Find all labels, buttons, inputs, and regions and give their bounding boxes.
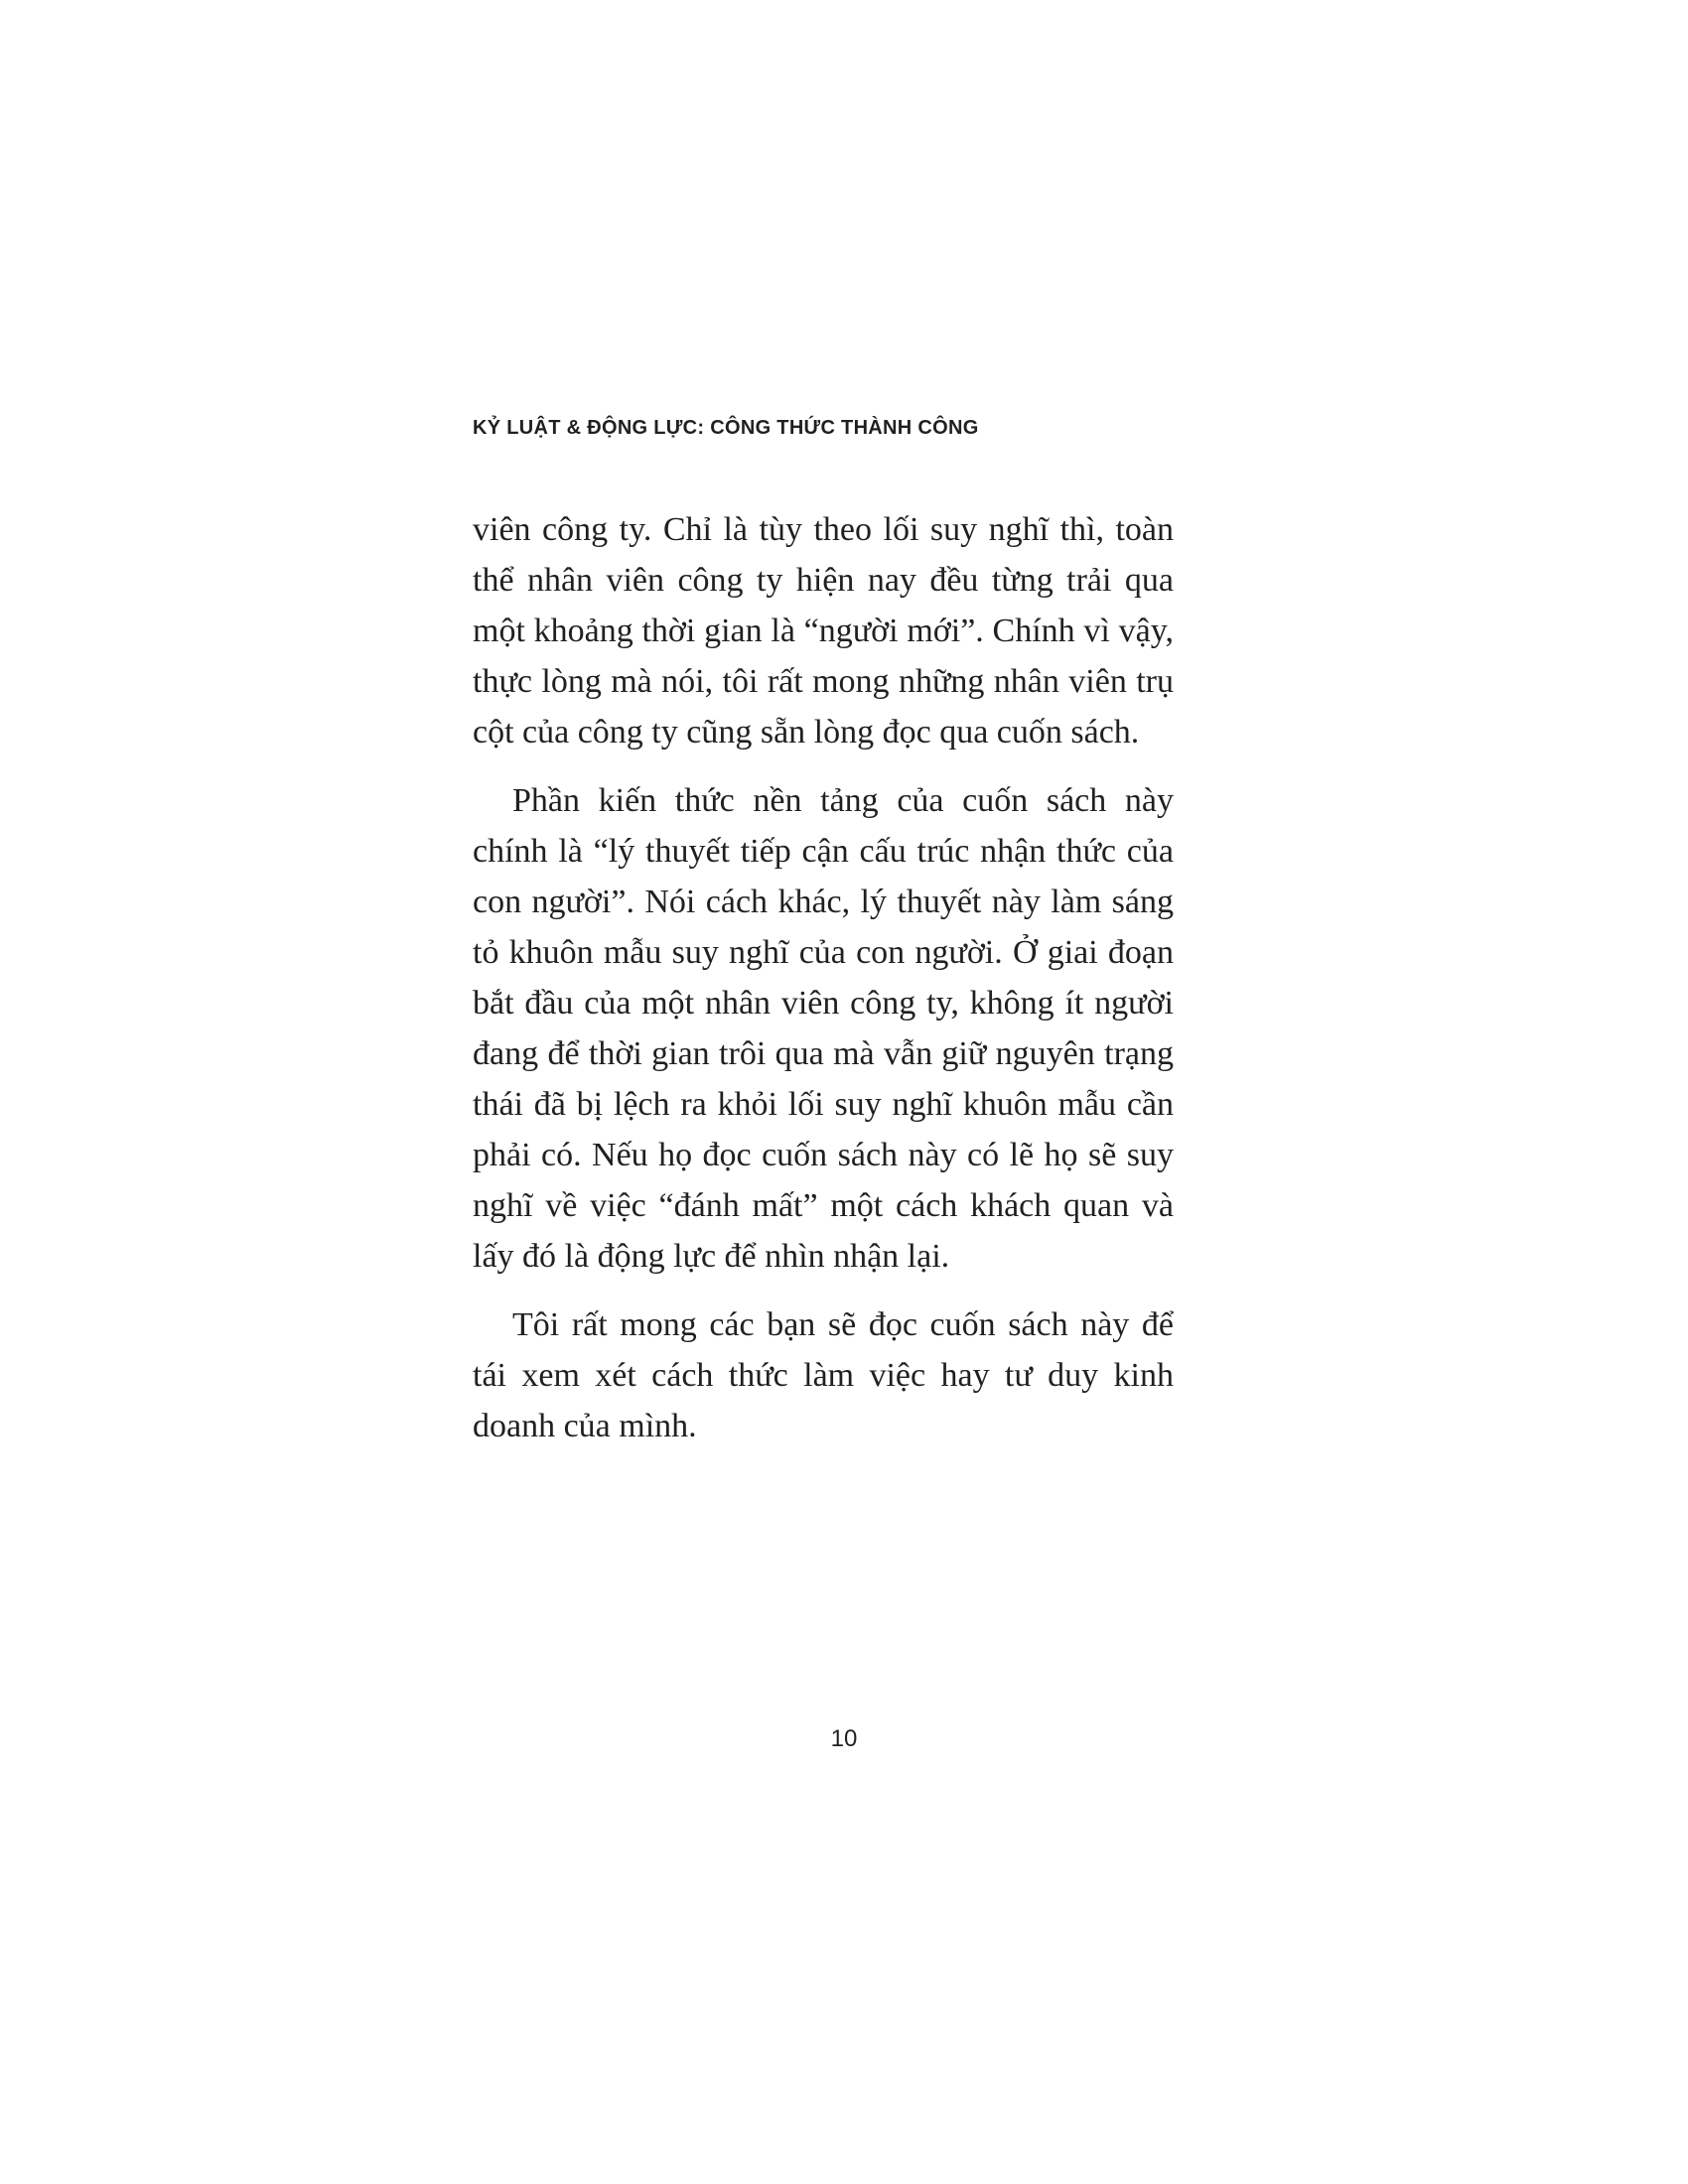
paragraph: Tôi rất mong các bạn sẽ đọc cuốn sách này để tái xem xét cách thức làm việc hay tư duy kinh doanh của mình. — [473, 1306, 1174, 1444]
paragraph: viên công ty. Chỉ là tùy theo lối suy nghĩ thì, toàn thể nhân viên công ty hiện nay đều từng trải qua một khoảng thời gian là “người mới”. Chính vì vậy, thực lòng mà nói, tôi rất mong những nhân viên trụ cột của công ty cũng sẵn lòng đọc qua cuốn sách. — [473, 511, 1174, 751]
paragraph: Phần kiến thức nền tảng của cuốn sách này chính là “lý thuyết tiếp cận cấu trúc nhận thức của con người”. Nói cách khác, lý thuyết này làm sáng tỏ khuôn mẫu suy nghĩ của con người. Ở giai đoạn bắt đầu của một nhân viên công ty, không ít người đang để thời gian trôi qua mà vẫn giữ nguyên trạng thái đã bị lệch ra khỏi lối suy nghĩ khuôn mẫu cần phải có. Nếu họ đọc cuốn sách này có lẽ họ sẽ suy nghĩ về việc “đánh mất” một cách khách quan và lấy đó là động lực để nhìn nhận lại. — [473, 782, 1174, 1275]
running-header: KỶ LUẬT & ĐỘNG LỰC: CÔNG THỨC THÀNH CÔNG — [473, 417, 979, 439]
page-number: 10 — [830, 1725, 858, 1752]
body-text — [473, 504, 1174, 1469]
